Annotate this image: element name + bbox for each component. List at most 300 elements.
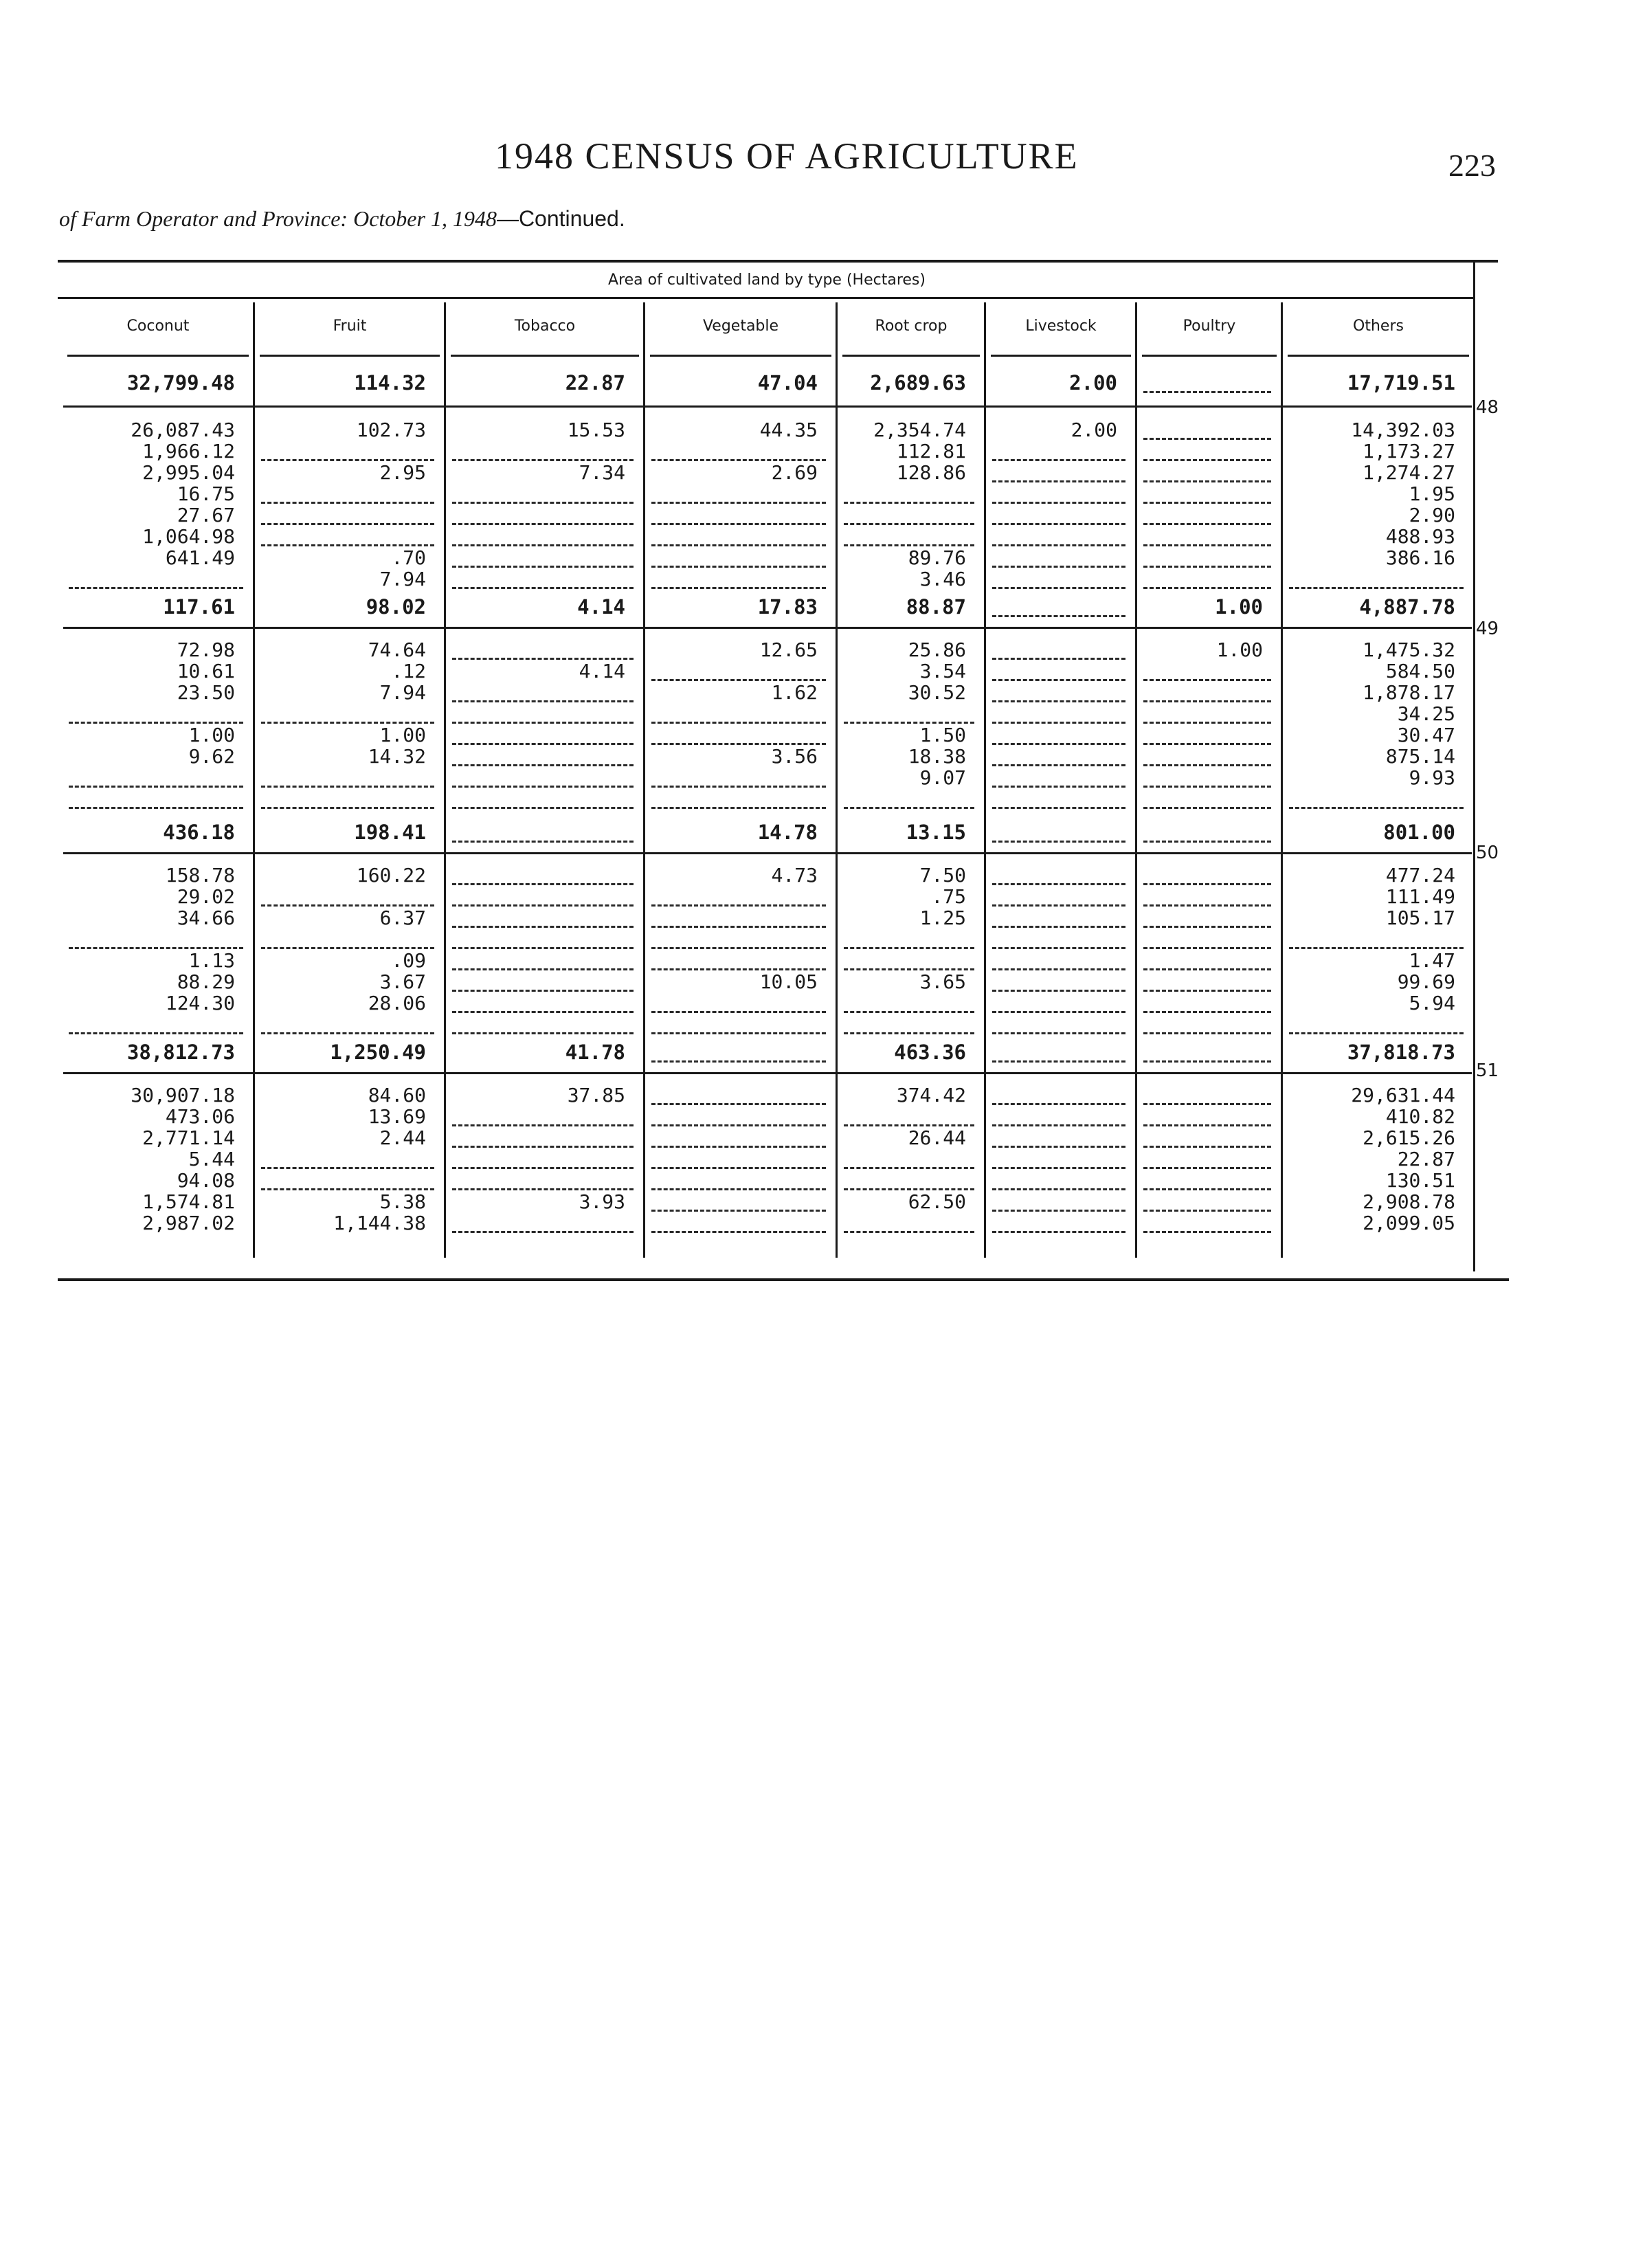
column-separator — [444, 302, 446, 1258]
column-separator — [984, 302, 986, 1258]
table-cell — [992, 795, 1125, 809]
table-cell — [992, 731, 1125, 745]
table-cell — [261, 935, 434, 949]
table-cell — [452, 447, 634, 461]
table-cell: 1,144.38 — [333, 1212, 426, 1234]
table-total-cell: 47.04 — [757, 371, 818, 394]
table-cell: 29.02 — [177, 885, 235, 908]
table-cell: 84.60 — [368, 1084, 426, 1107]
table-cell — [992, 935, 1125, 949]
table-cell — [1143, 490, 1271, 504]
table-cell — [1143, 511, 1271, 525]
table-cell — [651, 554, 826, 568]
table-cell: 3.56 — [771, 745, 818, 768]
table-cell — [452, 1134, 634, 1148]
table-cell: 3.93 — [579, 1190, 625, 1213]
table-cell — [992, 871, 1125, 885]
table-total-cell — [992, 1049, 1125, 1063]
table-cell — [452, 999, 634, 1013]
column-header-rule — [1288, 355, 1469, 357]
table-cell — [844, 1219, 974, 1233]
table-cell: 30,907.18 — [131, 1084, 235, 1107]
table-cell: 477.24 — [1385, 864, 1455, 887]
table-cell — [452, 957, 634, 970]
table-cell — [452, 978, 634, 992]
table-cell — [651, 1134, 826, 1148]
table-cell: .12 — [391, 660, 426, 682]
table-cell: 1.47 — [1409, 949, 1455, 972]
table-cell — [651, 1091, 826, 1105]
table-cell: 10.61 — [177, 660, 235, 682]
table-cell — [992, 490, 1125, 504]
table-cell: 1,274.27 — [1363, 461, 1455, 484]
table-cell — [452, 1021, 634, 1034]
table-cell — [261, 710, 434, 724]
table-cell: 94.08 — [177, 1169, 235, 1192]
table-cell — [992, 469, 1125, 482]
table-total-cell — [1143, 829, 1271, 843]
table-cell — [1143, 978, 1271, 992]
row-number: 50 — [1476, 843, 1499, 863]
table-total-cell: 436.18 — [163, 821, 235, 844]
table-cell — [1143, 426, 1271, 440]
table-cell: 5.38 — [379, 1190, 426, 1213]
table-cell — [452, 795, 634, 809]
table-cell — [844, 795, 974, 809]
table-cell — [992, 957, 1125, 970]
table-subtitle — [59, 206, 625, 232]
table-cell: 30.47 — [1397, 724, 1455, 746]
table-cell: 25.86 — [908, 638, 966, 661]
table-cell — [651, 1113, 826, 1126]
table-cell: 158.78 — [165, 864, 235, 887]
group-header-rule — [58, 297, 1473, 299]
subtitle-continued: —Continued. — [496, 206, 625, 231]
table-cell — [1143, 710, 1271, 724]
table-cell: 7.94 — [379, 681, 426, 704]
table-cell — [992, 914, 1125, 928]
table-cell: 2,099.05 — [1363, 1212, 1455, 1234]
table-cell — [1143, 999, 1271, 1013]
table-cell: 27.67 — [177, 504, 235, 526]
table-total-cell: 32,799.48 — [126, 371, 235, 394]
table-cell — [452, 554, 634, 568]
table-cell — [1143, 774, 1271, 788]
table-cell: 2.44 — [379, 1126, 426, 1149]
column-header-rule — [650, 355, 831, 357]
table-cell: 74.64 — [368, 638, 426, 661]
table-cell — [1289, 575, 1464, 589]
table-cell: 5.44 — [188, 1148, 235, 1170]
group-rule — [63, 627, 1472, 629]
table-cell: 14,392.03 — [1351, 419, 1455, 441]
table-cell: 15.53 — [567, 419, 625, 441]
table-cell — [452, 753, 634, 766]
table-cell: 37.85 — [567, 1084, 625, 1107]
table-total-cell: 1.00 — [1215, 595, 1263, 619]
table-cell — [452, 731, 634, 745]
table-cell: 26,087.43 — [131, 419, 235, 441]
table-cell — [1143, 795, 1271, 809]
column-header-livestock: Livestock — [1025, 318, 1097, 335]
table-cell — [452, 533, 634, 546]
column-header-others: Others — [1353, 318, 1404, 335]
table-cell — [1143, 1021, 1271, 1034]
table-cell — [992, 689, 1125, 702]
table-total-cell: 801.00 — [1383, 821, 1455, 844]
table-cell — [261, 490, 434, 504]
table-total-cell — [1143, 1049, 1271, 1063]
table-cell — [992, 1155, 1125, 1169]
table-cell: 18.38 — [908, 745, 966, 768]
table-cell: 1.50 — [919, 724, 966, 746]
table-cell — [651, 533, 826, 546]
table-total-cell — [1143, 379, 1271, 393]
column-header-tobacco: Tobacco — [514, 318, 576, 335]
table-cell — [69, 795, 243, 809]
group-header: Area of cultivated land by type (Hectares) — [608, 271, 926, 289]
table-cell — [1143, 731, 1271, 745]
table-cell — [992, 1219, 1125, 1233]
column-header-rule — [67, 355, 249, 357]
group-rule — [63, 852, 1472, 854]
row-number: 48 — [1476, 397, 1499, 418]
table-total-cell — [452, 829, 634, 843]
table-cell: 1,475.32 — [1363, 638, 1455, 661]
table-cell — [844, 533, 974, 546]
column-header-fruit: Fruit — [333, 318, 367, 335]
table-cell — [452, 774, 634, 788]
table-cell — [69, 575, 243, 589]
table-cell: 473.06 — [165, 1105, 235, 1128]
table-total-cell: 88.87 — [906, 595, 966, 619]
table-total-cell: 4.14 — [577, 595, 625, 619]
table-cell — [844, 999, 974, 1013]
table-cell — [992, 533, 1125, 546]
table-cell — [651, 731, 826, 745]
table-cell — [992, 753, 1125, 766]
table-cell — [651, 1021, 826, 1034]
table-cell — [1143, 1177, 1271, 1190]
table-cell: 2.69 — [771, 461, 818, 484]
table-cell — [844, 1177, 974, 1190]
table-cell — [651, 774, 826, 788]
table-cell — [452, 914, 634, 928]
table-cell: 1.00 — [379, 724, 426, 746]
table-cell: 1,064.98 — [142, 525, 235, 548]
table-cell: 2,987.02 — [142, 1212, 235, 1234]
table-total-cell: 13.15 — [906, 821, 966, 844]
table-cell — [1289, 1021, 1464, 1034]
table-cell: 62.50 — [908, 1190, 966, 1213]
table-cell: 374.42 — [896, 1084, 966, 1107]
table-cell — [992, 1177, 1125, 1190]
table-cell: 2,615.26 — [1363, 1126, 1455, 1149]
table-cell — [261, 533, 434, 546]
table-cell — [651, 490, 826, 504]
table-cell — [1289, 935, 1464, 949]
table-cell — [844, 1155, 974, 1169]
table-cell — [1143, 1219, 1271, 1233]
table-cell — [452, 490, 634, 504]
table-total-cell: 98.02 — [366, 595, 426, 619]
table-cell: 4.73 — [771, 864, 818, 887]
page-title: 1948 CENSUS OF AGRICULTURE — [495, 135, 1079, 177]
table-cell — [261, 1155, 434, 1169]
table-cell: 1,574.81 — [142, 1190, 235, 1213]
table-cell — [69, 1021, 243, 1034]
table-cell — [69, 710, 243, 724]
table-cell — [1143, 1155, 1271, 1169]
table-cell — [452, 646, 634, 660]
table-cell — [844, 1021, 974, 1034]
table-cell — [1143, 1113, 1271, 1126]
table-cell — [992, 646, 1125, 660]
table-cell — [844, 710, 974, 724]
table-cell — [1143, 914, 1271, 928]
table-cell — [452, 893, 634, 907]
table-total-cell: 22.87 — [565, 371, 625, 394]
column-header-rule — [260, 355, 440, 357]
table-cell: 22.87 — [1397, 1148, 1455, 1170]
table-cell — [452, 1113, 634, 1126]
table-cell — [452, 935, 634, 949]
table-cell: 3.46 — [919, 568, 966, 590]
column-header-rule — [991, 355, 1131, 357]
table-cell: 10.05 — [759, 970, 818, 993]
table-cell — [992, 978, 1125, 992]
table-cell — [992, 1021, 1125, 1034]
table-cell — [992, 710, 1125, 724]
table-cell — [1143, 667, 1271, 681]
table-cell: .70 — [391, 546, 426, 569]
table-cell — [452, 1177, 634, 1190]
table-total-cell: 38,812.73 — [126, 1041, 235, 1064]
table-cell: 3.65 — [919, 970, 966, 993]
table-cell — [261, 795, 434, 809]
table-cell — [261, 893, 434, 907]
table-cell — [651, 914, 826, 928]
table-cell: 5.94 — [1409, 992, 1455, 1014]
table-cell — [1143, 1198, 1271, 1212]
table-cell — [1143, 554, 1271, 568]
table-cell: 12.65 — [759, 638, 818, 661]
table-cell: 124.30 — [165, 992, 235, 1014]
table-cell: 88.29 — [177, 970, 235, 993]
table-cell — [261, 1021, 434, 1034]
table-cell: 99.69 — [1397, 970, 1455, 993]
table-right-border — [1473, 261, 1475, 1271]
table-cell: 1.25 — [919, 907, 966, 929]
table-cell — [452, 511, 634, 525]
table-cell — [1143, 1091, 1271, 1105]
table-cell: 641.49 — [165, 546, 235, 569]
table-cell: 105.17 — [1385, 907, 1455, 929]
column-header-rule — [1142, 355, 1277, 357]
table-cell — [651, 1219, 826, 1233]
table-cell: 1.95 — [1409, 482, 1455, 505]
table-cell: 1.62 — [771, 681, 818, 704]
table-cell: 1,878.17 — [1363, 681, 1455, 704]
table-cell — [1143, 1134, 1271, 1148]
table-total-cell: 2,689.63 — [870, 371, 966, 394]
table-cell: 1,173.27 — [1363, 440, 1455, 463]
table-cell: 130.51 — [1385, 1169, 1455, 1192]
table-cell: 488.93 — [1385, 525, 1455, 548]
table-total-cell: 198.41 — [354, 821, 426, 844]
table-cell: 102.73 — [356, 419, 426, 441]
table-cell: 2.95 — [379, 461, 426, 484]
table-cell — [651, 1177, 826, 1190]
table-total-cell: 117.61 — [163, 595, 235, 619]
table-cell: 7.34 — [579, 461, 625, 484]
row-number: 49 — [1476, 619, 1499, 639]
table-cell — [651, 511, 826, 525]
table-cell: 14.32 — [368, 745, 426, 768]
table-bottom-rule — [58, 1278, 1509, 1281]
table-cell — [69, 935, 243, 949]
table-cell: 111.49 — [1385, 885, 1455, 908]
table-cell: 13.69 — [368, 1105, 426, 1128]
table-total-cell: 17.83 — [757, 595, 818, 619]
table-cell — [992, 893, 1125, 907]
column-header-rule — [842, 355, 980, 357]
table-cell: 34.66 — [177, 907, 235, 929]
column-header-poultry: Poultry — [1183, 318, 1236, 335]
table-cell — [1143, 447, 1271, 461]
table-cell: 1.00 — [188, 724, 235, 746]
table-cell — [992, 447, 1125, 461]
group-rule — [63, 1072, 1472, 1074]
table-cell: 2.00 — [1071, 419, 1117, 441]
column-header-coconut: Coconut — [126, 318, 190, 335]
table-cell: 386.16 — [1385, 546, 1455, 569]
column-separator — [1135, 302, 1137, 1258]
table-cell: 9.07 — [919, 766, 966, 789]
table-cell: 44.35 — [759, 419, 818, 441]
table-cell — [1143, 871, 1271, 885]
table-cell: 410.82 — [1385, 1105, 1455, 1128]
table-cell: 875.14 — [1385, 745, 1455, 768]
table-cell — [651, 710, 826, 724]
table-cell — [452, 575, 634, 589]
table-cell — [651, 1155, 826, 1169]
table-cell — [261, 774, 434, 788]
table-cell — [651, 575, 826, 589]
table-cell — [992, 1134, 1125, 1148]
table-total-cell: 4,887.78 — [1359, 595, 1455, 619]
table-cell: 128.86 — [896, 461, 966, 484]
table-cell: 28.06 — [368, 992, 426, 1014]
table-cell — [992, 667, 1125, 681]
table-cell — [452, 871, 634, 885]
table-cell — [452, 710, 634, 724]
table-cell: .09 — [391, 949, 426, 972]
table-total-cell: 463.36 — [894, 1041, 966, 1064]
table-cell — [651, 447, 826, 461]
table-cell — [1143, 469, 1271, 482]
column-header-root-crop: Root crop — [875, 318, 948, 335]
table-cell: 2,771.14 — [142, 1126, 235, 1149]
table-cell — [992, 1113, 1125, 1126]
table-cell: 23.50 — [177, 681, 235, 704]
table-cell: 2,908.78 — [1363, 1190, 1455, 1213]
table-cell — [261, 1177, 434, 1190]
table-cell: 72.98 — [177, 638, 235, 661]
table-cell — [992, 1091, 1125, 1105]
table-cell: 584.50 — [1385, 660, 1455, 682]
table-cell — [651, 667, 826, 681]
table-cell — [992, 1198, 1125, 1212]
row-number: 51 — [1476, 1060, 1499, 1081]
table-cell: 1.13 — [188, 949, 235, 972]
table-cell — [992, 999, 1125, 1013]
table-total-cell: 41.78 — [565, 1041, 625, 1064]
table-cell: 29,631.44 — [1351, 1084, 1455, 1107]
table-cell — [1143, 533, 1271, 546]
table-cell: 16.75 — [177, 482, 235, 505]
table-cell — [1143, 689, 1271, 702]
table-total-cell — [992, 829, 1125, 843]
column-separator — [253, 302, 255, 1258]
table-cell: 9.93 — [1409, 766, 1455, 789]
group-rule — [63, 405, 1472, 408]
table-cell: 1,966.12 — [142, 440, 235, 463]
page-number: 223 — [1448, 148, 1496, 183]
table-cell — [1143, 753, 1271, 766]
column-separator — [1281, 302, 1283, 1258]
table-total-cell — [992, 603, 1125, 617]
table-cell: .75 — [931, 885, 966, 908]
table-cell — [1143, 575, 1271, 589]
table-cell: 4.14 — [579, 660, 625, 682]
table-cell — [992, 774, 1125, 788]
table-cell — [844, 935, 974, 949]
table-cell — [651, 999, 826, 1013]
table-cell — [261, 447, 434, 461]
table-cell: 3.54 — [919, 660, 966, 682]
table-cell — [69, 774, 243, 788]
table-cell — [651, 935, 826, 949]
table-cell — [452, 1155, 634, 1169]
table-cell: 9.62 — [188, 745, 235, 768]
table-cell: 30.52 — [908, 681, 966, 704]
table-total-cell: 114.32 — [354, 371, 426, 394]
table-cell — [651, 795, 826, 809]
table-cell — [1143, 957, 1271, 970]
table-cell: 2,995.04 — [142, 461, 235, 484]
table-top-rule — [58, 260, 1498, 263]
table-cell — [261, 511, 434, 525]
table-cell: 2.90 — [1409, 504, 1455, 526]
table-cell — [1143, 935, 1271, 949]
table-cell — [844, 490, 974, 504]
table-cell — [844, 1113, 974, 1126]
table-cell — [844, 511, 974, 525]
table-cell — [844, 957, 974, 970]
table-cell — [452, 689, 634, 702]
table-cell — [992, 511, 1125, 525]
table-cell — [992, 575, 1125, 589]
table-cell — [992, 554, 1125, 568]
table-cell: 2,354.74 — [873, 419, 966, 441]
table-cell — [651, 957, 826, 970]
table-cell: 1.00 — [1216, 638, 1263, 661]
subtitle-text: of Farm Operator and Province: October 1, 1948 — [59, 206, 497, 231]
table-total-cell: 1,250.49 — [330, 1041, 426, 1064]
table-cell: 34.25 — [1397, 702, 1455, 725]
table-total-cell: 2.00 — [1069, 371, 1117, 394]
